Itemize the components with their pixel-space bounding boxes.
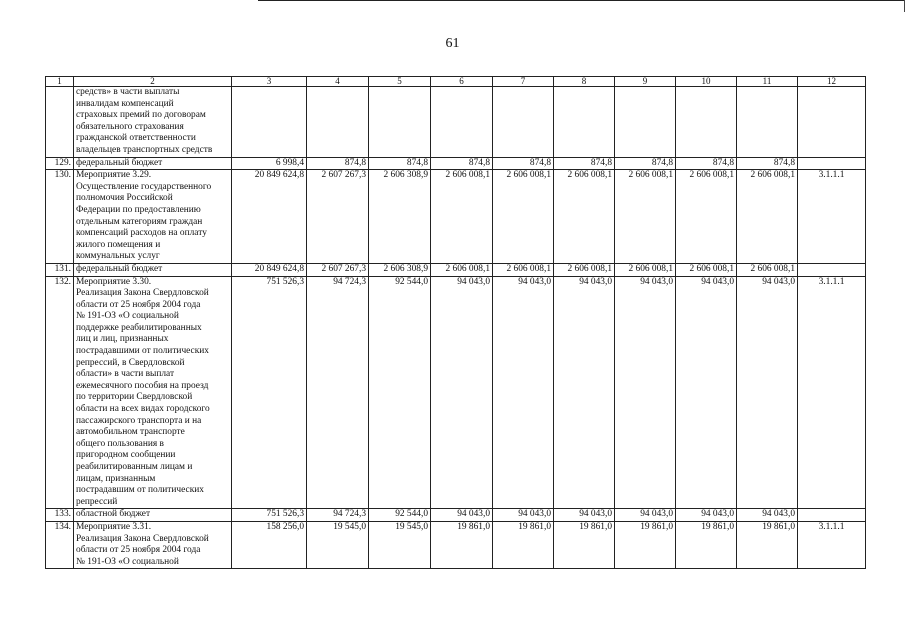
amount-cell: 2 606 008,1 xyxy=(554,263,615,276)
amount-cell: 19 545,0 xyxy=(369,521,431,568)
amount-cell: 751 526,3 xyxy=(232,509,307,522)
row-number: 134. xyxy=(46,521,74,568)
amount-cell: 2 606 008,1 xyxy=(737,263,798,276)
amount-cell: 19 861,0 xyxy=(493,521,554,568)
amount-cell: 2 606 008,1 xyxy=(676,170,737,264)
amount-cell: 874,8 xyxy=(307,157,369,170)
amount-cell: 94 724,3 xyxy=(307,509,369,522)
amount-cell: 94 043,0 xyxy=(493,509,554,522)
amount-cell: 874,8 xyxy=(615,157,676,170)
amount-cell: 2 606 008,1 xyxy=(493,263,554,276)
amount-cell: 874,8 xyxy=(737,157,798,170)
table-row xyxy=(46,157,866,170)
row-number: 132. xyxy=(46,276,74,509)
col-header: 11 xyxy=(737,77,798,87)
target-code: 3.1.1.1 xyxy=(798,170,866,264)
amount-cell: 751 526,3 xyxy=(232,276,307,509)
col-header: 4 xyxy=(307,77,369,87)
budget-table xyxy=(45,76,866,569)
row-description: Мероприятие 3.29. Осуществление государственного полномочия Российской Федерации по предоставлению отдельным категориям граждан компенсаций расходов на оплату жилого помещения и коммунальных услуг xyxy=(74,170,232,264)
row-description: федеральный бюджет xyxy=(74,263,232,276)
row-description: средств» в части выплаты инвалидам компенсаций страховых премий по договорам обязательного страхования гражданской ответственности владельцев транспортных средств xyxy=(74,87,232,158)
table-row xyxy=(46,276,866,509)
col-header: 3 xyxy=(232,77,307,87)
target-code xyxy=(798,157,866,170)
amount-cell: 874,8 xyxy=(493,157,554,170)
page-number: 61 xyxy=(445,36,460,51)
column-numbers-row xyxy=(46,77,866,87)
row-number: 133. xyxy=(46,509,74,522)
row-number: 131. xyxy=(46,263,74,276)
target-code: 3.1.1.1 xyxy=(798,521,866,568)
amount-cell xyxy=(615,87,676,158)
row-description: федеральный бюджет xyxy=(74,157,232,170)
amount-cell: 2 606 008,1 xyxy=(554,170,615,264)
target-code: 3.1.1.1 xyxy=(798,276,866,509)
amount-cell: 874,8 xyxy=(554,157,615,170)
target-code xyxy=(798,87,866,158)
amount-cell: 19 545,0 xyxy=(307,521,369,568)
target-code xyxy=(798,263,866,276)
table-row xyxy=(46,521,866,568)
amount-cell: 6 998,4 xyxy=(232,157,307,170)
amount-cell: 94 043,0 xyxy=(737,509,798,522)
amount-cell: 19 861,0 xyxy=(431,521,493,568)
row-number xyxy=(46,87,74,158)
amount-cell xyxy=(493,87,554,158)
amount-cell: 2 607 267,3 xyxy=(307,263,369,276)
col-header: 10 xyxy=(676,77,737,87)
amount-cell: 19 861,0 xyxy=(615,521,676,568)
col-header: 7 xyxy=(493,77,554,87)
amount-cell: 2 606 008,1 xyxy=(431,170,493,264)
amount-cell: 2 606 008,1 xyxy=(431,263,493,276)
col-header: 9 xyxy=(615,77,676,87)
col-header: 2 xyxy=(74,77,232,87)
amount-cell xyxy=(554,87,615,158)
amount-cell: 94 043,0 xyxy=(431,276,493,509)
col-header: 1 xyxy=(46,77,74,87)
amount-cell: 19 861,0 xyxy=(554,521,615,568)
table-row xyxy=(46,263,866,276)
amount-cell: 94 043,0 xyxy=(615,276,676,509)
amount-cell: 94 043,0 xyxy=(431,509,493,522)
table-row xyxy=(46,170,866,264)
amount-cell xyxy=(369,87,431,158)
amount-cell: 158 256,0 xyxy=(232,521,307,568)
scan-top-edge xyxy=(258,0,905,1)
amount-cell: 2 606 308,9 xyxy=(369,170,431,264)
amount-cell: 92 544,0 xyxy=(369,276,431,509)
amount-cell: 94 043,0 xyxy=(676,276,737,509)
amount-cell: 2 606 008,1 xyxy=(737,170,798,264)
amount-cell: 2 606 008,1 xyxy=(615,263,676,276)
row-description: Мероприятие 3.31. Реализация Закона Свердловской области от 25 ноября 2004 года № 191-ОЗ «О социальной xyxy=(74,521,232,568)
amount-cell: 874,8 xyxy=(676,157,737,170)
amount-cell: 19 861,0 xyxy=(737,521,798,568)
row-description: областной бюджет xyxy=(74,509,232,522)
amount-cell: 20 849 624,8 xyxy=(232,263,307,276)
amount-cell: 874,8 xyxy=(431,157,493,170)
row-number: 129. xyxy=(46,157,74,170)
amount-cell: 94 043,0 xyxy=(615,509,676,522)
amount-cell: 874,8 xyxy=(369,157,431,170)
col-header: 12 xyxy=(798,77,866,87)
amount-cell: 2 606 008,1 xyxy=(493,170,554,264)
table-row xyxy=(46,87,866,158)
amount-cell xyxy=(737,87,798,158)
row-description: Мероприятие 3.30. Реализация Закона Свердловской области от 25 ноября 2004 года № 191-ОЗ «О социальной поддержке реабилитированных лиц и лиц, признанных пострадавшими от политических репрессий, в Свердловской области» в части выплат ежемесячного пособия на проезд по территории Свердловской области на всех видах городского пассажирского транспорта и на автомобильном транспорте общего пользования в пригородном сообщении реабилитированным лицам и лицам, признанным пострадавшим от политических репрессий xyxy=(74,276,232,509)
amount-cell: 92 544,0 xyxy=(369,509,431,522)
amount-cell: 2 606 308,9 xyxy=(369,263,431,276)
target-code xyxy=(798,509,866,522)
amount-cell: 94 043,0 xyxy=(554,509,615,522)
amount-cell xyxy=(676,87,737,158)
amount-cell: 94 043,0 xyxy=(493,276,554,509)
amount-cell: 94 043,0 xyxy=(676,509,737,522)
col-header: 5 xyxy=(369,77,431,87)
table-row xyxy=(46,509,866,522)
col-header: 8 xyxy=(554,77,615,87)
amount-cell: 94 724,3 xyxy=(307,276,369,509)
col-header: 6 xyxy=(431,77,493,87)
amount-cell xyxy=(307,87,369,158)
amount-cell: 20 849 624,8 xyxy=(232,170,307,264)
amount-cell: 19 861,0 xyxy=(676,521,737,568)
amount-cell: 2 606 008,1 xyxy=(676,263,737,276)
amount-cell xyxy=(431,87,493,158)
amount-cell: 2 606 008,1 xyxy=(615,170,676,264)
row-number: 130. xyxy=(46,170,74,264)
amount-cell: 2 607 267,3 xyxy=(307,170,369,264)
amount-cell: 94 043,0 xyxy=(737,276,798,509)
amount-cell: 94 043,0 xyxy=(554,276,615,509)
amount-cell xyxy=(232,87,307,158)
